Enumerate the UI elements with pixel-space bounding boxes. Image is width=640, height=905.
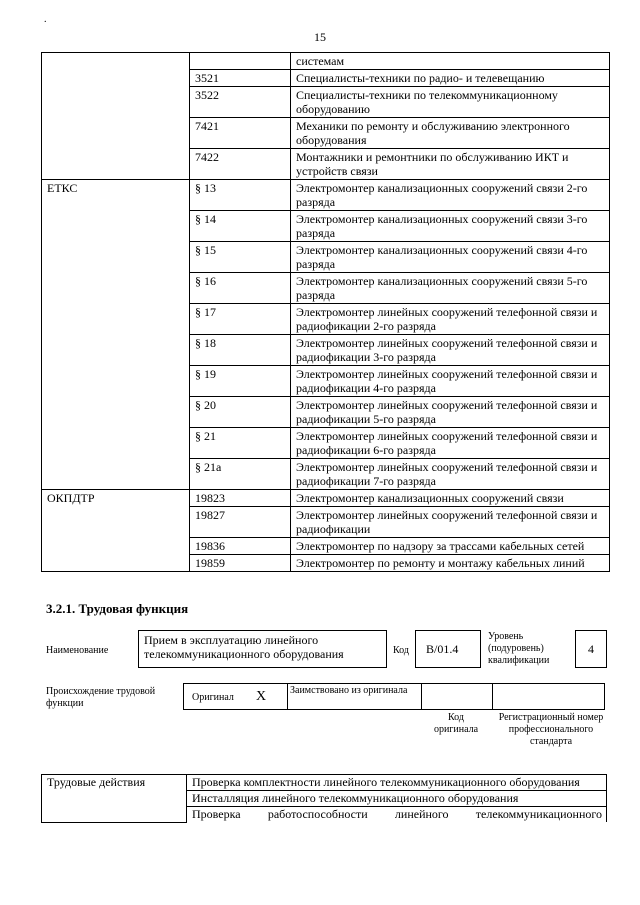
action-word: работоспособности <box>267 807 368 821</box>
origin-boxes <box>183 683 605 710</box>
classification-group <box>42 53 190 70</box>
classification-group <box>42 304 190 335</box>
classification-group <box>42 149 190 180</box>
level-label: Уровень (подуровень) квалификации <box>488 631 550 666</box>
classification-name: Электромонтер линейных сооружений телефонной связи и радиофикации 4-го разряда <box>291 366 610 397</box>
classification-name: Электромонтер канализационных сооружений связи <box>291 490 610 507</box>
origin-label: Происхождение трудовой функции <box>46 686 156 709</box>
classification-group: ОКПДТР <box>42 490 190 507</box>
classification-group <box>42 211 190 242</box>
classification-code: § 14 <box>190 211 291 242</box>
page-number: 15 <box>314 30 326 44</box>
classification-row <box>42 507 610 538</box>
code-box <box>415 630 481 668</box>
section-title: 3.2.1. Трудовая функция <box>46 601 189 616</box>
scan-mark: . <box>44 14 47 25</box>
classification-code: § 13 <box>190 180 291 211</box>
code-value: B/01.4 <box>426 642 459 656</box>
classification-row <box>42 555 610 572</box>
action-word: линейного <box>394 807 449 821</box>
classification-name: Электромонтер канализационных сооружений связи 4-го разряда <box>291 242 610 273</box>
original-code-cell <box>421 684 493 709</box>
code-label: Код <box>393 645 409 656</box>
classification-code: § 20 <box>190 397 291 428</box>
classification-row <box>42 87 610 118</box>
classification-name: Электромонтер линейных сооружений телефонной связи и радиофикации 6-го разряда <box>291 428 610 459</box>
classification-row <box>42 242 610 273</box>
classification-code: § 21 <box>190 428 291 459</box>
classification-code: 19827 <box>190 507 291 538</box>
classification-code: 3521 <box>190 70 291 87</box>
classification-name: Электромонтер линейных сооружений телефонной связи и радиофикации 7-го разряда <box>291 459 610 490</box>
classification-row <box>42 490 610 507</box>
classification-row <box>42 180 610 211</box>
classification-group <box>42 335 190 366</box>
classification-name: Электромонтер линейных сооружений телефонной связи и радиофикации <box>291 507 610 538</box>
classification-code: § 18 <box>190 335 291 366</box>
level-box <box>575 630 607 668</box>
classification-row <box>42 70 610 87</box>
action-item-cell <box>187 807 607 823</box>
classification-code: § 15 <box>190 242 291 273</box>
reg-caption: Регистрационный номер профессионального стандарта <box>498 712 604 747</box>
action-item: Проверка комплектности линейного телекоммуникационного оборудования <box>187 775 607 791</box>
function-name-box <box>138 630 387 668</box>
classification-code: § 19 <box>190 366 291 397</box>
classification-name: системам <box>291 53 610 70</box>
classification-row <box>42 459 610 490</box>
classification-group <box>42 507 190 538</box>
classification-table <box>41 52 610 572</box>
classification-group <box>42 118 190 149</box>
classification-code <box>190 53 291 70</box>
actions-table <box>41 774 607 823</box>
action-item-partial <box>192 808 602 821</box>
classification-code: 19859 <box>190 555 291 572</box>
classification-name: Специалисты-техники по радио- и телевещанию <box>291 70 610 87</box>
code-caption: Код оригинала <box>433 712 479 735</box>
classification-name: Электромонтер по надзору за трассами кабельных сетей <box>291 538 610 555</box>
original-cell <box>184 684 288 709</box>
original-mark: X <box>256 689 267 704</box>
classification-name: Механики по ремонту и обслуживанию электронного оборудования <box>291 118 610 149</box>
classification-name: Электромонтер канализационных сооружений связи 5-го разряда <box>291 273 610 304</box>
original-label: Оригинал <box>192 692 234 703</box>
classification-row <box>42 366 610 397</box>
classification-code: 19823 <box>190 490 291 507</box>
classification-group <box>42 366 190 397</box>
classification-code: § 21а <box>190 459 291 490</box>
classification-row <box>42 149 610 180</box>
classification-row <box>42 273 610 304</box>
classification-name: Электромонтер канализационных сооружений связи 2-го разряда <box>291 180 610 211</box>
borrowed-label: Заимствовано из оригинала <box>290 685 408 696</box>
name-label: Наименование <box>46 645 109 656</box>
classification-group <box>42 555 190 572</box>
classification-code: 7422 <box>190 149 291 180</box>
classification-group <box>42 70 190 87</box>
classification-row <box>42 335 610 366</box>
classification-code: 19836 <box>190 538 291 555</box>
classification-name: Электромонтер канализационных сооружений связи 3-го разряда <box>291 211 610 242</box>
classification-row <box>42 53 610 70</box>
classification-code: 7421 <box>190 118 291 149</box>
classification-group <box>42 242 190 273</box>
classification-row <box>42 304 610 335</box>
classification-name: Электромонтер линейных сооружений телефонной связи и радиофикации 3-го разряда <box>291 335 610 366</box>
classification-row <box>42 118 610 149</box>
classification-code: § 16 <box>190 273 291 304</box>
action-row <box>42 775 607 791</box>
function-name-value: Прием в эксплуатацию линейного телекоммуникационного оборудования <box>144 633 344 661</box>
classification-row <box>42 397 610 428</box>
classification-group <box>42 273 190 304</box>
classification-row <box>42 211 610 242</box>
classification-group <box>42 87 190 118</box>
actions-label: Трудовые действия <box>42 775 187 823</box>
classification-code: 3522 <box>190 87 291 118</box>
action-word: Проверка <box>192 807 241 821</box>
classification-name: Электромонтер линейных сооружений телефонной связи и радиофикации 5-го разряда <box>291 397 610 428</box>
action-word: телекоммуникационного <box>475 807 602 821</box>
action-item: Инсталляция линейного телекоммуникационного оборудования <box>187 791 607 807</box>
classification-name: Специалисты-техники по телекоммуникационному оборудованию <box>291 87 610 118</box>
classification-group: ЕТКС <box>42 180 190 211</box>
classification-group <box>42 428 190 459</box>
classification-row <box>42 538 610 555</box>
classification-code: § 17 <box>190 304 291 335</box>
classification-row <box>42 428 610 459</box>
level-value: 4 <box>588 642 594 656</box>
classification-name: Монтажники и ремонтники по обслуживанию ИКТ и устройств связи <box>291 149 610 180</box>
classification-name: Электромонтер по ремонту и монтажу кабельных линий <box>291 555 610 572</box>
classification-group <box>42 459 190 490</box>
classification-group <box>42 538 190 555</box>
classification-group <box>42 397 190 428</box>
classification-name: Электромонтер линейных сооружений телефонной связи и радиофикации 2-го разряда <box>291 304 610 335</box>
